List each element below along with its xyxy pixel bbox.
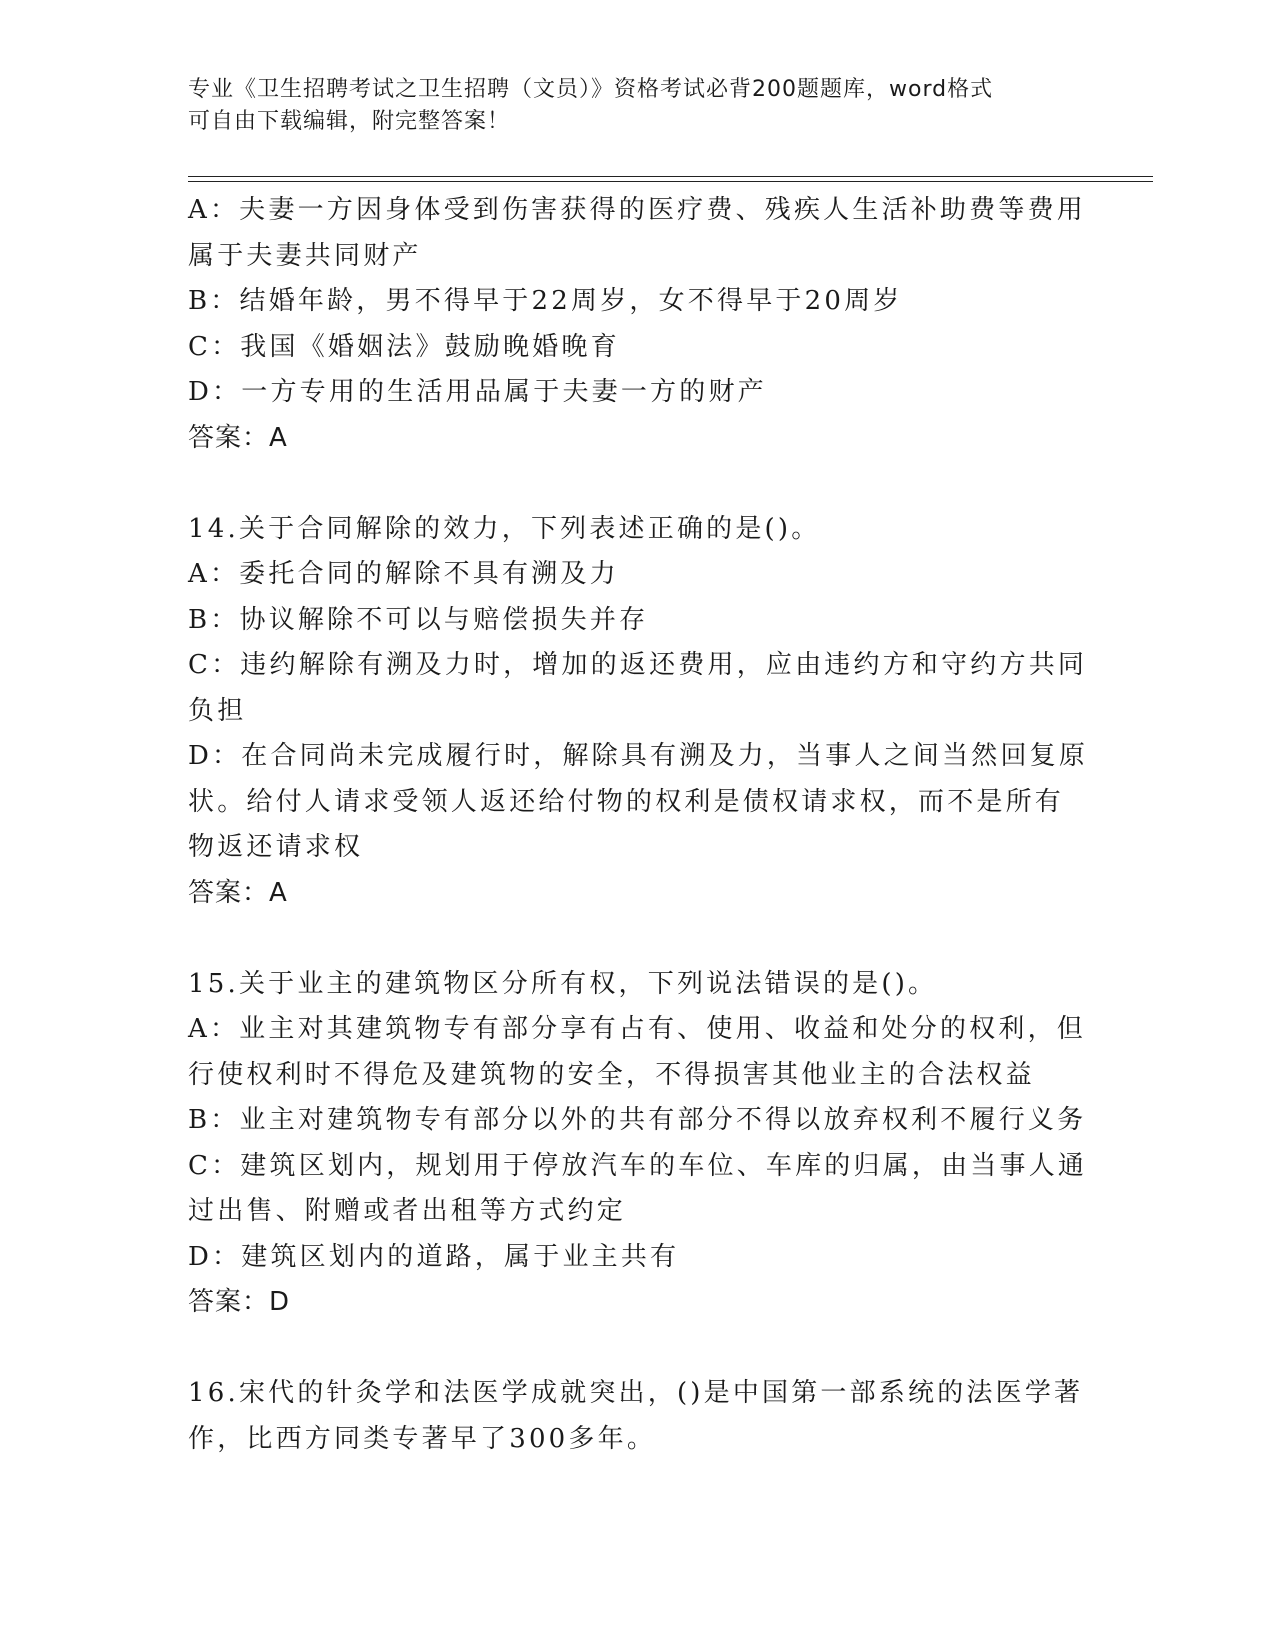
question-16 xyxy=(188,1371,1084,1462)
document-header xyxy=(188,74,1088,138)
option-c: C：我国《婚姻法》鼓励晚婚晚育 xyxy=(188,331,620,362)
question-stem: 15.关于业主的建筑物区分所有权，下列说法错误的是()。 xyxy=(188,968,938,999)
option-c-line-2: 过出售、附赠或者出租等方式约定 xyxy=(188,1196,627,1226)
question-stem-line-1: 16.宋代的针灸学和法医学成就突出，()是中国第一部系统的法医学著 xyxy=(188,1378,1084,1408)
header-divider-bottom xyxy=(188,181,1153,182)
option-b: B：协议解除不可以与赔偿损失并存 xyxy=(188,604,649,635)
option-a-line-2: 行使权利时不得危及建筑物的安全，不得损害其他业主的合法权益 xyxy=(188,1059,1035,1090)
option-c-line-1: C：建筑区划内，规划用于停放汽车的车位、车库的归属，由当事人通 xyxy=(188,1150,1088,1181)
option-d: D：建筑区划内的道路，属于业主共有 xyxy=(188,1241,680,1272)
option-b: B：结婚年龄，男不得早于22周岁，女不得早于20周岁 xyxy=(188,286,903,316)
question-15 xyxy=(188,962,1088,1326)
option-b: B：业主对建筑物专有部分以外的共有部分不得以放弃权利不履行义务 xyxy=(188,1105,1087,1135)
option-d: D：一方专用的生活用品属于夫妻一方的财产 xyxy=(188,377,767,407)
option-c-line-2: 负担 xyxy=(188,695,247,726)
answer-label: 答案：A xyxy=(188,422,288,453)
spacer xyxy=(188,461,1068,507)
option-a: A：委托合同的解除不具有溯及力 xyxy=(188,559,619,589)
spacer xyxy=(188,916,1068,962)
question-stem: 14.关于合同解除的效力，下列表述正确的是()。 xyxy=(188,513,821,544)
answer-label: 答案：D xyxy=(188,1287,291,1317)
option-d-line-1: D：在合同尚未完成履行时，解除具有溯及力，当事人之间当然回复原 xyxy=(188,741,1089,771)
option-d-line-3: 物返还请求权 xyxy=(188,832,364,862)
option-c-line-1: C：违约解除有溯及力时，增加的返还费用，应由违约方和守约方共同 xyxy=(188,650,1088,680)
question-13 xyxy=(188,188,1086,461)
option-d-line-2: 状。给付人请求受领人返还给付物的权利是债权请求权，而不是所有 xyxy=(188,786,1065,817)
question-stem-line-2: 作，比西方同类专著早了300多年。 xyxy=(188,1423,657,1454)
option-a-line-1: A：业主对其建筑物专有部分享有占有、使用、收益和处分的权利，但 xyxy=(188,1014,1086,1044)
question-list xyxy=(188,188,1089,1462)
question-14 xyxy=(188,507,1089,917)
answer-label: 答案：A xyxy=(188,877,288,908)
header-divider-top xyxy=(188,176,1153,177)
spacer xyxy=(188,1326,1068,1372)
header-line-2: 可自由下载编辑，附完整答案！ xyxy=(188,109,511,134)
option-a-line-2: 属于夫妻共同财产 xyxy=(188,240,422,271)
header-line-1: 专业《卫生招聘考试之卫生招聘（文员）》资格考试必背200题题库，word格式 xyxy=(188,77,994,102)
option-a-line-1: A：夫妻一方因身体受到伤害获得的医疗费、残疾人生活补助费等费用 xyxy=(188,195,1086,225)
